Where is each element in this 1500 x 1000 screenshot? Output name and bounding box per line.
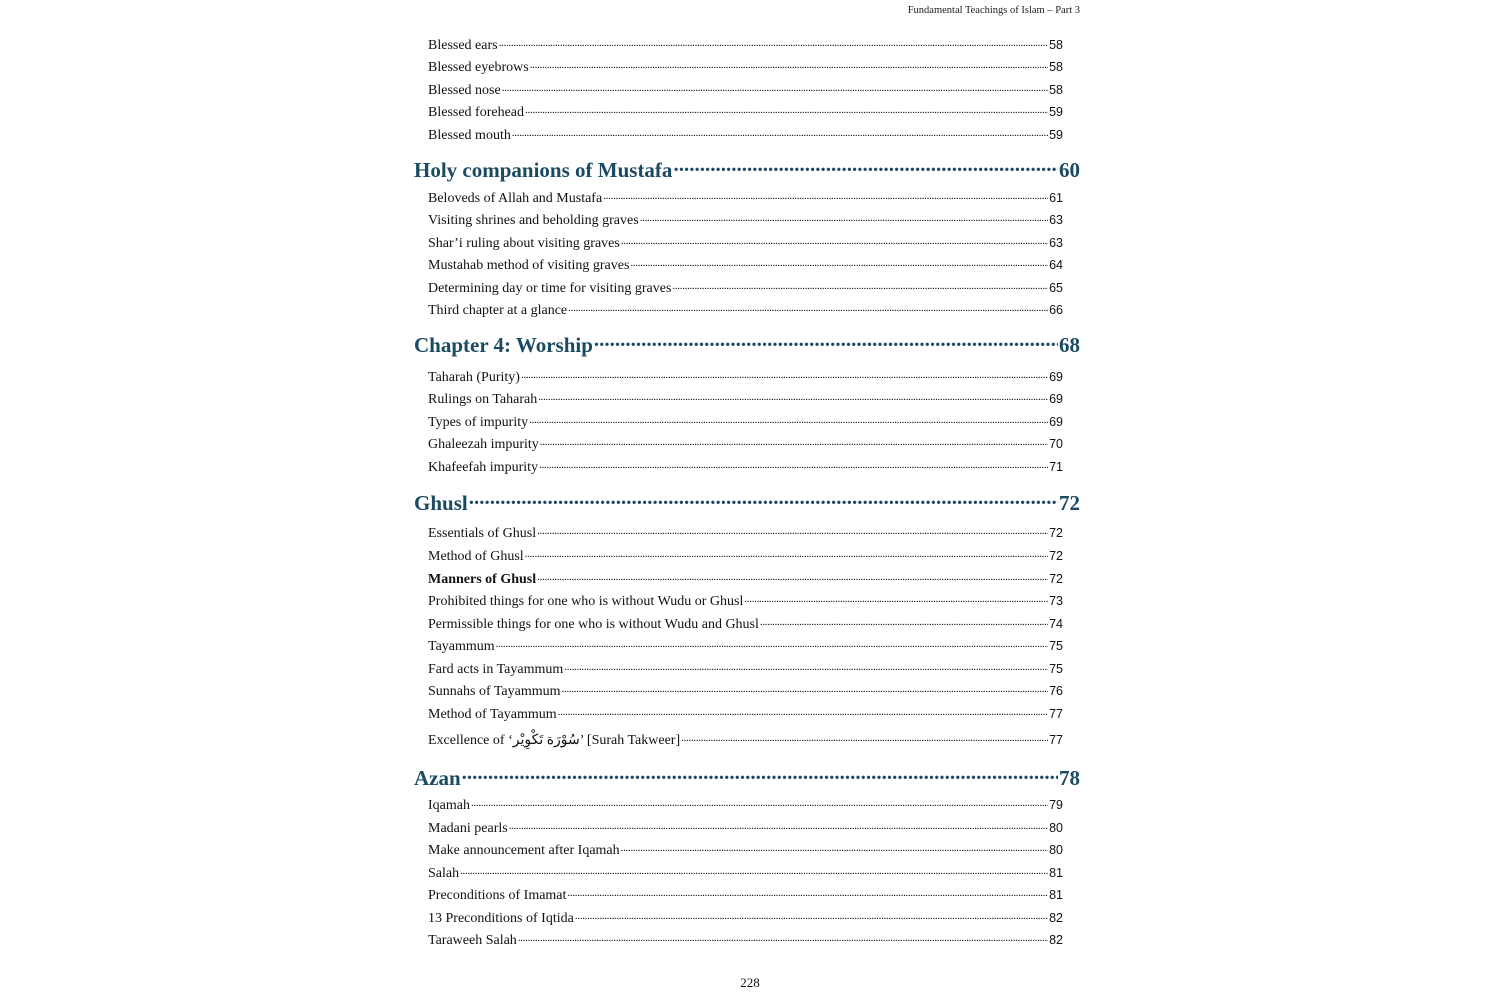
- dot-leader: [540, 434, 1048, 448]
- toc-entry-page: 61: [1049, 191, 1063, 205]
- dot-leader: [460, 863, 1048, 877]
- toc-entry-label: Ghusl: [414, 491, 468, 515]
- toc-entry-label: Manners of Ghusl: [428, 572, 537, 587]
- toc-entry-label: Fard acts in Tayammum: [428, 662, 564, 677]
- toc-entry[interactable]: [428, 885, 1063, 905]
- toc-entry[interactable]: [428, 255, 1063, 275]
- toc-entry[interactable]: [428, 569, 1063, 589]
- dot-leader: [603, 188, 1048, 202]
- toc-entry-label: Types of impurity: [428, 415, 529, 430]
- dot-leader: [562, 681, 1049, 695]
- toc-entry-page: 81: [1049, 888, 1063, 902]
- toc-entry-label: Tayammum: [428, 639, 495, 654]
- toc-entry-label: Blessed forehead: [428, 105, 525, 120]
- dot-leader: [530, 57, 1048, 71]
- toc-entry-page: 82: [1049, 911, 1063, 925]
- toc-entry-label: Prohibited things for one who is without Wudu or Ghusl: [428, 594, 744, 609]
- toc-entry-label: Azan: [414, 766, 461, 790]
- toc-entry[interactable]: [428, 300, 1063, 320]
- toc-entry[interactable]: [428, 840, 1063, 860]
- toc-entry-page: 71: [1049, 460, 1063, 474]
- dot-leader: [499, 35, 1049, 49]
- dot-leader: [575, 908, 1048, 922]
- toc-entry-page: 68: [1059, 333, 1080, 357]
- toc-entry[interactable]: [428, 102, 1063, 122]
- dot-leader: [469, 489, 1058, 510]
- toc-entry[interactable]: [428, 795, 1063, 815]
- dot-leader: [760, 614, 1048, 628]
- dot-leader: [681, 730, 1048, 744]
- toc-entry-label: Sunnahs of Tayammum: [428, 684, 561, 699]
- toc-entry-label: Method of Ghusl: [428, 549, 524, 564]
- dot-leader: [567, 885, 1048, 899]
- toc-entry[interactable]: [428, 188, 1063, 208]
- toc-entry[interactable]: [428, 389, 1063, 409]
- toc-entry-page: 70: [1049, 437, 1063, 451]
- dot-leader: [537, 569, 1048, 583]
- dot-leader: [640, 210, 1048, 224]
- toc-entry-page: 69: [1049, 370, 1063, 384]
- toc-entry-label: Mustahab method of visiting graves: [428, 258, 630, 273]
- toc-section-heading[interactable]: [414, 764, 1080, 792]
- toc-entry-label: Holy companions of Mustafa: [414, 158, 673, 182]
- toc-entry-page: 58: [1049, 60, 1063, 74]
- toc-section-heading[interactable]: [414, 156, 1080, 184]
- toc-entry-page: 81: [1049, 866, 1063, 880]
- toc-entry-page: 69: [1049, 392, 1063, 406]
- toc-entry-page: 65: [1049, 281, 1063, 295]
- running-header: Fundamental Teachings of Islam – Part 3: [907, 5, 1080, 16]
- dot-leader: [539, 457, 1048, 471]
- toc-entry-label: Salah: [428, 866, 460, 881]
- toc-entry[interactable]: [428, 546, 1063, 566]
- dot-leader: [564, 659, 1048, 673]
- toc-entry-label: Ghaleezah impurity: [428, 437, 539, 452]
- toc-entry[interactable]: [428, 863, 1063, 883]
- toc-entry[interactable]: [428, 80, 1063, 100]
- toc-entry-label: Shar’i ruling about visiting graves: [428, 236, 620, 251]
- toc-entry-page: 80: [1049, 843, 1063, 857]
- toc-entry-page: 59: [1049, 105, 1063, 119]
- toc-entry-label: Blessed mouth: [428, 128, 511, 143]
- toc-entry-label: Taharah (Purity): [428, 370, 520, 385]
- toc-entry[interactable]: [428, 57, 1063, 77]
- toc-entry-label: Iqamah: [428, 798, 470, 813]
- toc-entry-page: 76: [1049, 684, 1063, 698]
- dot-leader: [525, 102, 1048, 116]
- toc-entry-page: 73: [1049, 594, 1063, 608]
- dot-leader: [594, 331, 1058, 352]
- toc-entry[interactable]: [428, 457, 1063, 477]
- toc-entry-label: Blessed nose: [428, 83, 501, 98]
- toc-entry-page: 63: [1049, 236, 1063, 250]
- toc-entry-page: 75: [1049, 662, 1063, 676]
- toc-section-heading[interactable]: [414, 489, 1080, 517]
- toc-entry-label: 13 Preconditions of Iqtida: [428, 911, 574, 926]
- dot-leader: [558, 704, 1048, 718]
- toc-entry-label: Method of Tayammum: [428, 707, 557, 722]
- dot-leader: [538, 389, 1048, 403]
- toc-entry[interactable]: [428, 434, 1063, 454]
- toc-entry-page: 78: [1059, 766, 1080, 790]
- dot-leader: [621, 233, 1048, 247]
- toc-entry[interactable]: [428, 591, 1063, 611]
- toc-entry-page: 74: [1049, 617, 1063, 631]
- dot-leader: [518, 930, 1048, 944]
- toc-entry-label: Excellence of ‘سُوْرَة تَكْوِيْر’ [Surah Takweer]: [428, 733, 681, 748]
- toc-entry[interactable]: [428, 930, 1063, 950]
- toc-entry-page: 59: [1049, 128, 1063, 142]
- toc-entry-page: 72: [1049, 526, 1063, 540]
- toc-entry-label: Beloveds of Allah and Mustafa: [428, 191, 603, 206]
- toc-entry-page: 75: [1049, 639, 1063, 653]
- toc-entry-label: Preconditions of Imamat: [428, 888, 567, 903]
- dot-leader: [630, 255, 1048, 269]
- toc-entry-page: 77: [1049, 707, 1063, 721]
- toc-entry-page: 60: [1059, 158, 1080, 182]
- toc-entry[interactable]: [428, 125, 1063, 145]
- toc-entry-page: 66: [1049, 303, 1063, 317]
- dot-leader: [568, 300, 1048, 314]
- table-of-contents: [414, 0, 1080, 1000]
- toc-entry[interactable]: [428, 636, 1063, 656]
- toc-entry-label: Essentials of Ghusl: [428, 526, 537, 541]
- toc-entry-page: 72: [1049, 572, 1063, 586]
- toc-entry-page: 58: [1049, 83, 1063, 97]
- dot-leader: [537, 523, 1048, 537]
- dot-leader: [521, 367, 1048, 381]
- toc-entry-page: 72: [1049, 549, 1063, 563]
- toc-entry[interactable]: [428, 659, 1063, 679]
- toc-entry-page: 72: [1059, 491, 1080, 515]
- toc-entry[interactable]: [428, 704, 1063, 724]
- page-number: 228: [740, 975, 760, 990]
- toc-entry[interactable]: [428, 818, 1063, 838]
- dot-leader: [509, 818, 1048, 832]
- toc-entry-label: Khafeefah impurity: [428, 460, 539, 475]
- toc-entry-label: Blessed eyebrows: [428, 60, 529, 75]
- dot-leader: [621, 840, 1048, 854]
- dot-leader: [525, 546, 1048, 560]
- toc-entry[interactable]: [428, 614, 1063, 634]
- dot-leader: [462, 764, 1058, 785]
- dot-leader: [673, 156, 1058, 177]
- toc-section-heading[interactable]: [414, 331, 1080, 359]
- dot-leader: [496, 636, 1048, 650]
- toc-entry-page: 63: [1049, 213, 1063, 227]
- toc-entry-label: Make announcement after Iqamah: [428, 843, 620, 858]
- dot-leader: [502, 80, 1048, 94]
- toc-entry-label: Blessed ears: [428, 38, 498, 53]
- toc-entry-label: Determining day or time for visiting graves: [428, 281, 672, 296]
- toc-entry-page: 69: [1049, 415, 1063, 429]
- dot-leader: [512, 125, 1048, 139]
- toc-entry[interactable]: [428, 35, 1063, 55]
- toc-entry[interactable]: [428, 908, 1063, 928]
- dot-leader: [672, 278, 1048, 292]
- toc-entry-page: 64: [1049, 258, 1063, 272]
- toc-entry[interactable]: [428, 412, 1063, 432]
- toc-entry-label: Third chapter at a glance: [428, 303, 568, 318]
- toc-entry-page: 77: [1049, 733, 1063, 747]
- dot-leader: [471, 795, 1048, 809]
- toc-entry-label: Chapter 4: Worship: [414, 333, 593, 357]
- toc-entry[interactable]: [428, 210, 1063, 230]
- dot-leader: [529, 412, 1048, 426]
- toc-entry-page: 79: [1049, 798, 1063, 812]
- toc-entry-label: Visiting shrines and beholding graves: [428, 213, 639, 228]
- toc-entry-label: Madani pearls: [428, 821, 508, 836]
- toc-entry[interactable]: [428, 681, 1063, 701]
- toc-entry-label: Rulings on Taharah: [428, 392, 538, 407]
- toc-entry[interactable]: [428, 278, 1063, 298]
- toc-entry-label: Permissible things for one who is without Wudu and Ghusl: [428, 617, 759, 632]
- toc-entry[interactable]: [428, 233, 1063, 253]
- dot-leader: [744, 591, 1048, 605]
- toc-entry[interactable]: [428, 730, 1063, 750]
- toc-entry-page: 80: [1049, 821, 1063, 835]
- toc-entry[interactable]: [428, 523, 1063, 543]
- toc-entry-label: Taraweeh Salah: [428, 933, 517, 948]
- toc-entry[interactable]: [428, 367, 1063, 387]
- toc-entry-page: 82: [1049, 933, 1063, 947]
- toc-entry-page: 58: [1049, 38, 1063, 52]
